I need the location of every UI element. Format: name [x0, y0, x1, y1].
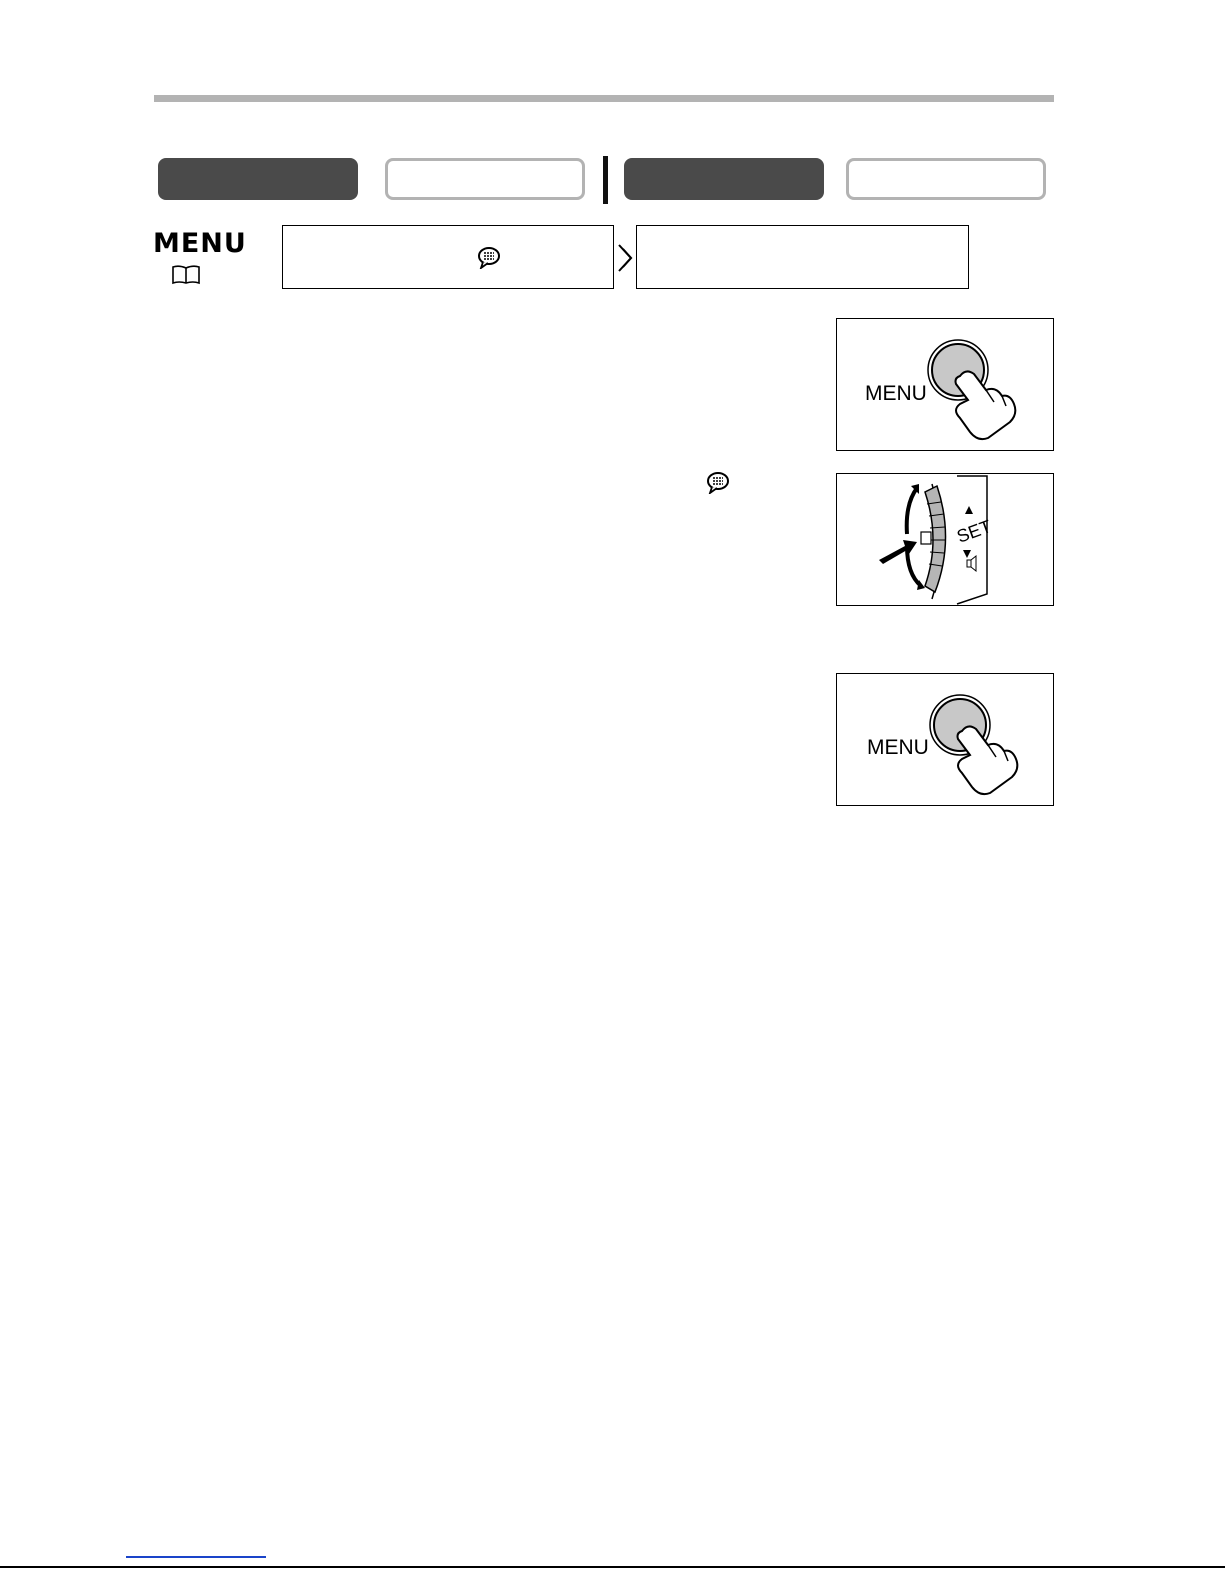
figure-selector-dial [836, 473, 1054, 606]
top-rule [154, 95, 1054, 102]
figure-menu-button-1 [836, 318, 1054, 451]
menu-step-1-box [282, 225, 614, 289]
figure-menu-button-2 [836, 673, 1054, 806]
mode-tab-3 [624, 158, 824, 200]
menu-step-2-box [636, 225, 969, 289]
chevron-right-icon [617, 243, 635, 278]
footer-link-underline[interactable] [126, 1556, 266, 1558]
mode-tab-2 [385, 158, 585, 200]
figure-3-label: MENU [867, 736, 929, 759]
book-icon [171, 265, 201, 290]
hand-pressing-icon [922, 334, 1052, 449]
hand-pressing-icon-2 [924, 689, 1054, 804]
selector-dial-icon [837, 474, 1054, 606]
tab-divider [603, 156, 608, 204]
figure-1-label: MENU [865, 382, 927, 405]
mode-tab-1 [158, 158, 358, 200]
speech-bubble-icon [477, 247, 501, 274]
menu-label: MENU [153, 228, 247, 259]
speech-bubble-icon [706, 472, 730, 499]
bottom-rule [0, 1566, 1225, 1568]
set-label: SET [954, 516, 994, 547]
mode-tab-4 [846, 158, 1046, 200]
